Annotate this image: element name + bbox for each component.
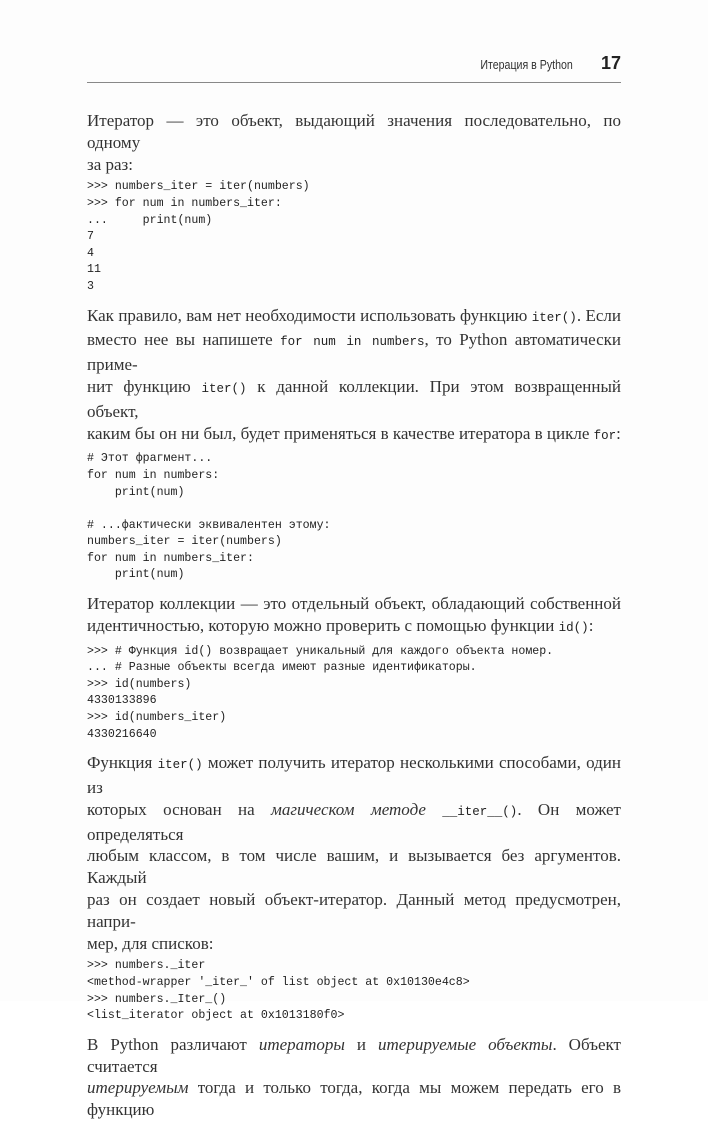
text: . Объект считается [87,1034,621,1076]
text: : [588,615,594,635]
inline-code: for [593,428,617,443]
page-number: 17 [600,53,621,73]
text [426,800,442,819]
text: которых основан на [87,799,272,819]
code-line: # ...фактически эквивалентен этому: [87,518,331,532]
code-line: ... # Разные объекты всегда имеют разные идентификаторы. [87,661,477,675]
code-block [87,958,621,1024]
paragraph [87,1034,621,1121]
paragraph [87,110,621,175]
paragraph-line [87,615,621,640]
code-line: print(num) [87,485,185,499]
code-line: 3 [87,279,94,293]
paragraph-line [87,154,621,176]
emphasis: итерируемым [87,1078,189,1098]
paragraph [87,752,621,954]
text: . Если [576,305,621,325]
emphasis: итерируемые объекты [378,1034,553,1054]
code-line: 11 [87,263,101,277]
inline-code: id() [558,620,589,635]
code-block [87,644,621,744]
paragraph-line [87,752,621,799]
code-line: ... print(num) [87,213,213,227]
code-line: <list_iterator object at 0x1013180f0> [87,1009,345,1023]
inline-code: iter() [201,381,247,396]
paragraph-line [87,933,621,955]
text: , то Python автоматически приме- [87,330,622,375]
text: Итератор коллекции — это отдельный объект, обладающий собственной [87,594,621,614]
code-line: 7 [87,230,94,244]
code-line: 4 [87,246,94,260]
paragraph [87,305,621,448]
text: : [616,423,621,443]
paragraph [87,593,621,640]
text: к данной коллекции. При этом возвращенный объект, [87,376,622,421]
text: вместо нее вы напишете [87,330,281,350]
code-line: >>> numbers._iter [87,959,206,973]
paragraph-line [87,845,621,889]
code-line: for num in numbers_iter: [87,551,254,565]
code-line: 4330133896 [87,694,157,708]
paragraph-line [87,110,621,154]
code-line: >>> numbers_iter = iter(numbers) [87,180,310,194]
code-line: 4330216640 [87,727,157,741]
chapter-title: Итерация в Python [480,58,573,72]
code-line: >>> numbers._Iter_() [87,992,227,1006]
paragraph-line [87,593,621,615]
code-block [87,451,621,584]
paragraph-line [87,799,621,846]
emphasis: итераторы [258,1034,345,1054]
paragraph-line [87,376,621,423]
inline-code: for num in numbers [280,335,425,350]
paragraph-line [87,889,621,933]
inline-code: iter() [157,758,203,773]
code-line: for num in numbers: [87,468,220,482]
code-block [87,179,621,295]
running-header [87,52,621,83]
paragraph-line [87,423,621,448]
code-line: # Этот фрагмент... [87,452,213,466]
code-line: >>> for num in numbers_iter: [87,196,282,210]
paragraph-line [87,329,621,376]
text: тогда и только тогда, когда мы можем передать его в функцию [87,1078,621,1120]
code-line [87,501,621,518]
text: . Он может определяться [87,799,621,844]
text: мер, для списков: [87,933,214,953]
text: Итератор — это объект, выдающий значения последовательно, по одному [87,111,621,152]
text: нит функцию [87,376,202,396]
code-line: >>> id(numbers_iter) [87,711,227,725]
text: Как правило, вам нет необходимости использовать функцию [87,305,532,325]
code-line: >>> # Функция id() возвращает уникальный для каждого объекта номер. [87,644,554,658]
emphasis: магическом методе [271,799,426,819]
paragraph-line [87,1077,621,1121]
paragraph-line [87,305,621,330]
text: Функция [87,753,158,773]
text: и [344,1034,378,1054]
text: за раз: [87,154,133,174]
page-body [87,110,621,1121]
text: раз он создает новый объект-итератор. Данный метод предусмотрен, напри- [87,890,621,931]
code-line: >>> id(numbers) [87,677,192,691]
code-line: <method-wrapper '_iter_' of list object at 0x10130e4c8> [87,976,470,989]
text: В Python различают [87,1034,259,1054]
inline-code: __iter__() [442,804,518,819]
inline-code: iter() [531,310,577,325]
code-line: numbers_iter = iter(numbers) [87,535,282,549]
code-line: print(num) [87,568,185,582]
text: любым классом, в том числе вашим, и вызывается без аргументов. Каждый [87,846,621,888]
text: каким бы он ни был, будет применяться в качестве итератора в цикле [87,423,594,443]
paragraph-line [87,1034,621,1078]
text: идентичностью, которую можно проверить с помощью функции [87,615,559,635]
text: может получить итератор несколькими способами, один из [87,753,621,798]
